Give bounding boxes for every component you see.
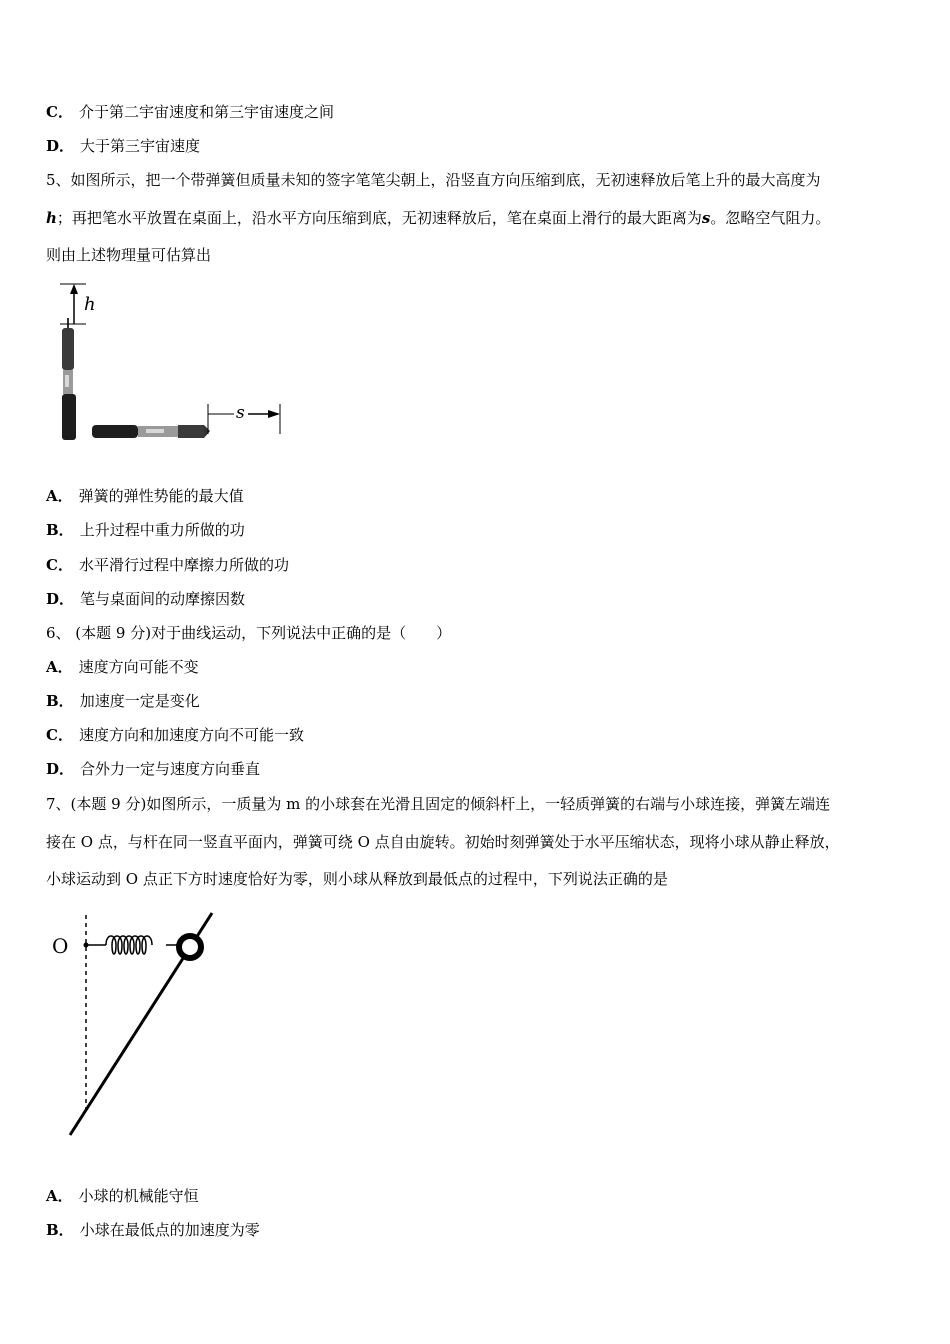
- option-text: 速度方向可能不变: [78, 658, 199, 676]
- option-letter: B．: [46, 521, 74, 539]
- prev-option-c: [46, 102, 334, 122]
- option-letter: C．: [46, 103, 73, 121]
- q7-stem-line3: 小球运动到 O 点正下方时速度恰好为零，则小球从释放到最低点的过程中，下列说法正确的是: [46, 870, 668, 888]
- q6-option-c: [46, 725, 304, 745]
- q5-stem-line1: 5、如图所示，把一个带弹簧但质量未知的签字笔笔尖朝上，沿竖直方向压缩到底，无初速释放后笔上升的最大高度为: [46, 171, 821, 189]
- q5-option-d: [46, 589, 245, 609]
- option-letter: B．: [46, 692, 74, 710]
- option-letter: D．: [46, 137, 75, 155]
- q6-option-b: [46, 691, 200, 711]
- vertical-pen: [62, 318, 76, 440]
- option-letter: A．: [46, 487, 73, 505]
- q6-option-d: [46, 759, 260, 779]
- option-text: 小球的机械能守恒: [78, 1187, 199, 1205]
- q7-stem-line2: 接在 O 点，与杆在同一竖直平面内，弹簧可绕 O 点自由旋转。初始时刻弹簧处于水平压缩状态，现将小球从静止释放，: [46, 833, 840, 851]
- option-text: 小球在最低点的加速度为零: [79, 1221, 260, 1239]
- option-text: 速度方向和加速度方向不可能一致: [78, 726, 304, 744]
- option-text: 大于第三宇宙速度: [80, 137, 201, 155]
- option-letter: D．: [46, 760, 75, 778]
- q5-figure: [50, 280, 290, 450]
- option-text: 水平滑行过程中摩擦力所做的功: [78, 556, 289, 574]
- option-letter: C．: [46, 556, 73, 574]
- q7-option-b: [46, 1220, 260, 1240]
- horizontal-pen: [92, 425, 210, 438]
- option-letter: A．: [46, 1187, 73, 1205]
- q7-option-a: [46, 1186, 199, 1206]
- prev-option-d: [46, 136, 200, 156]
- height-arrow: [60, 284, 86, 324]
- option-text: 弹簧的弹性势能的最大值: [78, 487, 244, 505]
- q5-option-c: [46, 555, 289, 575]
- q6-option-a: [46, 657, 199, 677]
- option-letter: A．: [46, 658, 73, 676]
- q5-var-s: s: [701, 209, 711, 227]
- q5-stem-line2: [46, 208, 830, 228]
- option-text: 加速度一定是变化: [79, 692, 200, 710]
- q5-stem-line2-text: ；再把笔水平放置在桌面上，沿水平方向压缩到底，无初速释放后，笔在桌面上滑行的最大距离为: [56, 209, 702, 227]
- q7-stem-line1: 7、(本题 9 分)如图所示，一质量为 m 的小球套在光滑且固定的倾斜杆上，一轻质弹簧的右端与小球连接，弹簧左端连: [46, 795, 831, 813]
- q6-stem: 6、 (本题 9 分)对于曲线运动，下列说法中正确的是（ ）: [46, 624, 452, 642]
- q7-figure: [50, 905, 230, 1145]
- s-label: s: [236, 403, 245, 423]
- option-text: 笔与桌面间的动摩擦因数: [80, 590, 246, 608]
- o-label: O: [52, 934, 69, 958]
- q5-stem-line3: 则由上述物理量可估算出: [46, 246, 212, 264]
- h-label: h: [84, 294, 96, 315]
- option-text: 合外力一定与速度方向垂直: [80, 760, 261, 778]
- q5-stem-line2-end: 。忽略空气阻力。: [710, 209, 831, 227]
- option-letter: C．: [46, 726, 73, 744]
- q5-option-a: [46, 486, 244, 506]
- q5-var-h: h: [46, 209, 57, 227]
- spring-coil: [106, 936, 152, 954]
- ball: [179, 936, 201, 958]
- option-text: 上升过程中重力所做的功: [79, 521, 245, 539]
- q5-option-b: [46, 520, 245, 540]
- option-text: 介于第二宇宙速度和第三宇宙速度之间: [78, 103, 334, 121]
- option-letter: D．: [46, 590, 75, 608]
- option-letter: B．: [46, 1221, 74, 1239]
